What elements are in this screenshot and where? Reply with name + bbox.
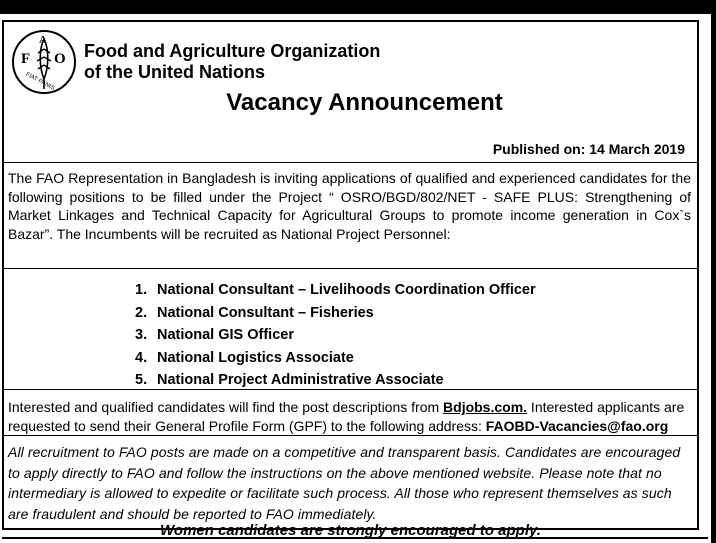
page-title: Vacancy Announcement bbox=[226, 89, 503, 116]
list-item bbox=[135, 347, 536, 370]
section-divider bbox=[4, 389, 697, 390]
position-number: 1. bbox=[135, 282, 148, 298]
position-title: National Consultant – Livelihoods Coordination Officer bbox=[157, 282, 536, 298]
contact-email: FAOBD-Vacancies@fao.org bbox=[485, 417, 669, 434]
right-border-bar bbox=[711, 0, 716, 543]
position-title: National Project Administrative Associate bbox=[157, 372, 444, 388]
section-divider bbox=[4, 435, 697, 436]
recruitment-disclaimer: All recruitment to FAO posts are made on a competitive and transparent basis. Candidates are encouraged to apply directly to FAO and follow the instructions on the above mentioned website. Please note that no intermediary is allowed to expedite or facilitate such process. All those who represent themselves as such are fraudulent and should be reported to FAO immediately. bbox=[8, 444, 681, 522]
intro-paragraph: The FAO Representation in Bangladesh is inviting applications of qualified and experienced candidates for the following positions to be filled under the Project “ OSRO/BGD/802/NET - SAFE PLUS: Strengthening of Market Linkages and Technical Capacity for Agricultural Groups to promote income generation in Cox`s Bazar”. The Incumbents will be recruited as National Project Personnel: bbox=[8, 170, 691, 242]
org-name-line-1: Food and Agriculture Organization bbox=[84, 41, 381, 61]
bottom-border bbox=[2, 537, 708, 543]
position-number: 5. bbox=[135, 372, 148, 388]
logo-letter-f: F bbox=[21, 51, 31, 67]
logo-letter-a: A bbox=[39, 34, 47, 46]
position-title: National Logistics Associate bbox=[157, 349, 354, 366]
top-border-bar bbox=[0, 0, 716, 14]
vacancy-announcement-box bbox=[2, 20, 699, 539]
list-item bbox=[135, 302, 536, 325]
position-title: National Consultant – Fisheries bbox=[157, 304, 374, 321]
position-number: 3. bbox=[135, 327, 148, 343]
section-divider bbox=[4, 268, 697, 269]
position-title: National GIS Officer bbox=[157, 327, 294, 343]
position-number: 2. bbox=[135, 304, 148, 321]
logo-letter-o: O bbox=[54, 51, 66, 67]
bdjobs-link[interactable]: Bdjobs.com. bbox=[443, 399, 528, 415]
application-instructions bbox=[8, 398, 691, 435]
announcement-header bbox=[4, 22, 697, 163]
list-item bbox=[135, 279, 536, 302]
org-name-line-2: of the United Nations bbox=[84, 62, 265, 82]
logo-motto: FIAT PANIS bbox=[24, 71, 56, 92]
position-number: 4. bbox=[135, 349, 148, 366]
positions-list bbox=[135, 279, 536, 392]
organization-name bbox=[84, 41, 380, 83]
list-item bbox=[135, 324, 536, 347]
fao-logo-icon bbox=[11, 27, 77, 97]
apply-text-middle: Interested applicants are requested to send their General Profile Form (GPF) to the following address: bbox=[8, 399, 685, 434]
closing-statement: Women candidates are strongly encouraged to apply. bbox=[160, 522, 541, 539]
published-date: Published on: 14 March 2019 bbox=[492, 141, 685, 157]
apply-text-start: Interested and qualified candidates will find the post descriptions from bbox=[8, 399, 444, 415]
